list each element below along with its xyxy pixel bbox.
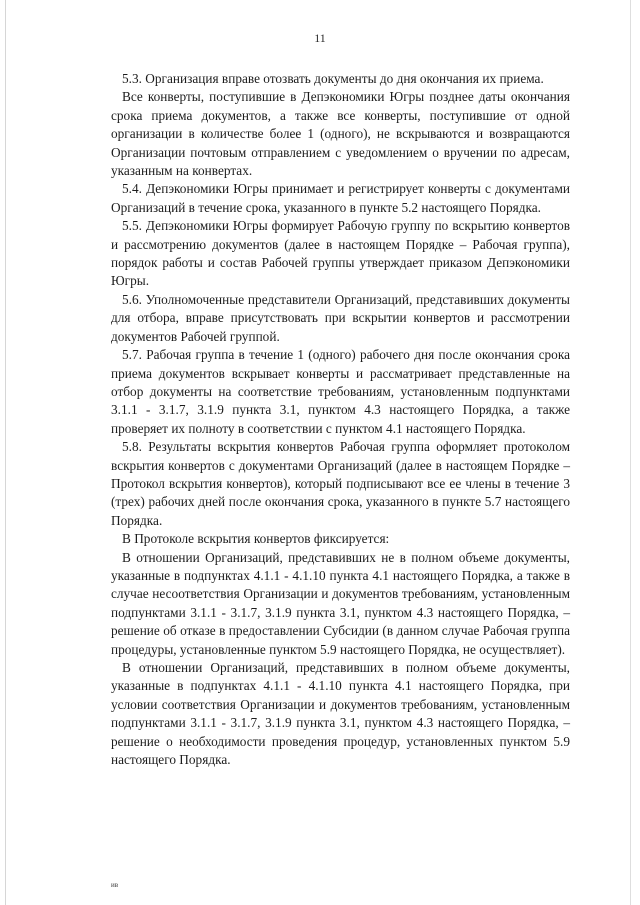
paragraph-5-5: 5.5. Депэкономики Югры формирует Рабочую группу по вскрытию конвертов и рассмотрению документов (далее в настоящем Порядке – Рабочая группа), порядок работы и состав Рабочей группы утверждает приказом Депэкономики Югры.	[111, 218, 570, 289]
page-edge-left	[5, 0, 6, 905]
paragraph-5-4: 5.4. Депэкономики Югры принимает и регистрирует конверты с документами Организаций в течение срока, указанного в пункте 5.2 настоящего Порядка.	[111, 181, 570, 215]
paragraph-protocol-records: В Протоколе вскрытия конвертов фиксируется:	[122, 531, 390, 547]
paragraph-envelopes-returned: Все конверты, поступившие в Депэкономики Югры позднее даты окончания срока приема документов, а также все конверты, поступившие от одной организации в количестве более 1 (одного), не вскрываются и возвращаются Организации почтовым отправлением с уведомлением о вручении по адресам, указанным на конвертах.	[111, 89, 570, 179]
document-body	[111, 70, 570, 769]
paragraph-5-6: 5.6. Уполномоченные представители Организаций, представивших документы для отбора, вправе присутствовать при вскрытии конвертов и рассмотрении документов Рабочей группой.	[111, 291, 570, 344]
page-number: 11	[314, 31, 326, 45]
page-edge-right	[630, 0, 631, 905]
paragraph-5-3: 5.3. Организация вправе отозвать документы до дня окончания их приема.	[122, 71, 544, 86]
paragraph-5-8: 5.8. Результаты вскрытия конвертов Рабочая группа оформляет протоколом вскрытия конвертов с документами Организаций (далее в настоящем Порядке – Протокол вскрытия конвертов), который подписывают все ее члены в течение 3 (трех) рабочих дней после окончания срока, указанного в пункте 5.7 настоящего Порядка.	[111, 439, 570, 528]
paragraph-procedures-decision: В отношении Организаций, представивших в полном объеме документы, указанные в подпунктах 4.1.1 - 4.1.10 пункта 4.1 настоящего Порядка, при условии соответствия Организации и документов требованиям, установленным подпунктами 3.1.1 - 3.1.7, 3.1.9 пункта 3.1, пунктом 4.3 настоящего Порядка, – решение о необходимости проведения процедур, установленных пунктом 5.9 настоящего Порядка.	[111, 660, 570, 768]
paragraph-refusal-decision: В отношении Организаций, представивших не в полном объеме документы, указанные в подпунктах 4.1.1 - 4.1.10 пункта 4.1 настоящего Порядка, а также в случае несоответствия Организации и документов требованиям, установленным подпунктами 3.1.1 - 3.1.7, 3.1.9 пункта 3.1, пунктом 4.3 настоящего Порядка, – решение об отказе в предоставлении Субсидии (в данном случае Рабочая группа процедуры, установленные пунктом 5.9 настоящего Порядка, не осуществляет).	[111, 549, 570, 657]
paragraph-5-7: 5.7. Рабочая группа в течение 1 (одного) рабочего дня после окончания срока приема документов вскрывает конверты и рассматривает представленные на отбор документы на соответствие требованиям, установленным подпунктами 3.1.1 - 3.1.7, 3.1.9 пункта 3.1, пунктом 4.3 настоящего Порядка, а также проверяет их полноту в соответствии с пунктом 4.1 настоящего Порядка.	[111, 347, 570, 436]
footer-code: ив	[111, 881, 119, 889]
